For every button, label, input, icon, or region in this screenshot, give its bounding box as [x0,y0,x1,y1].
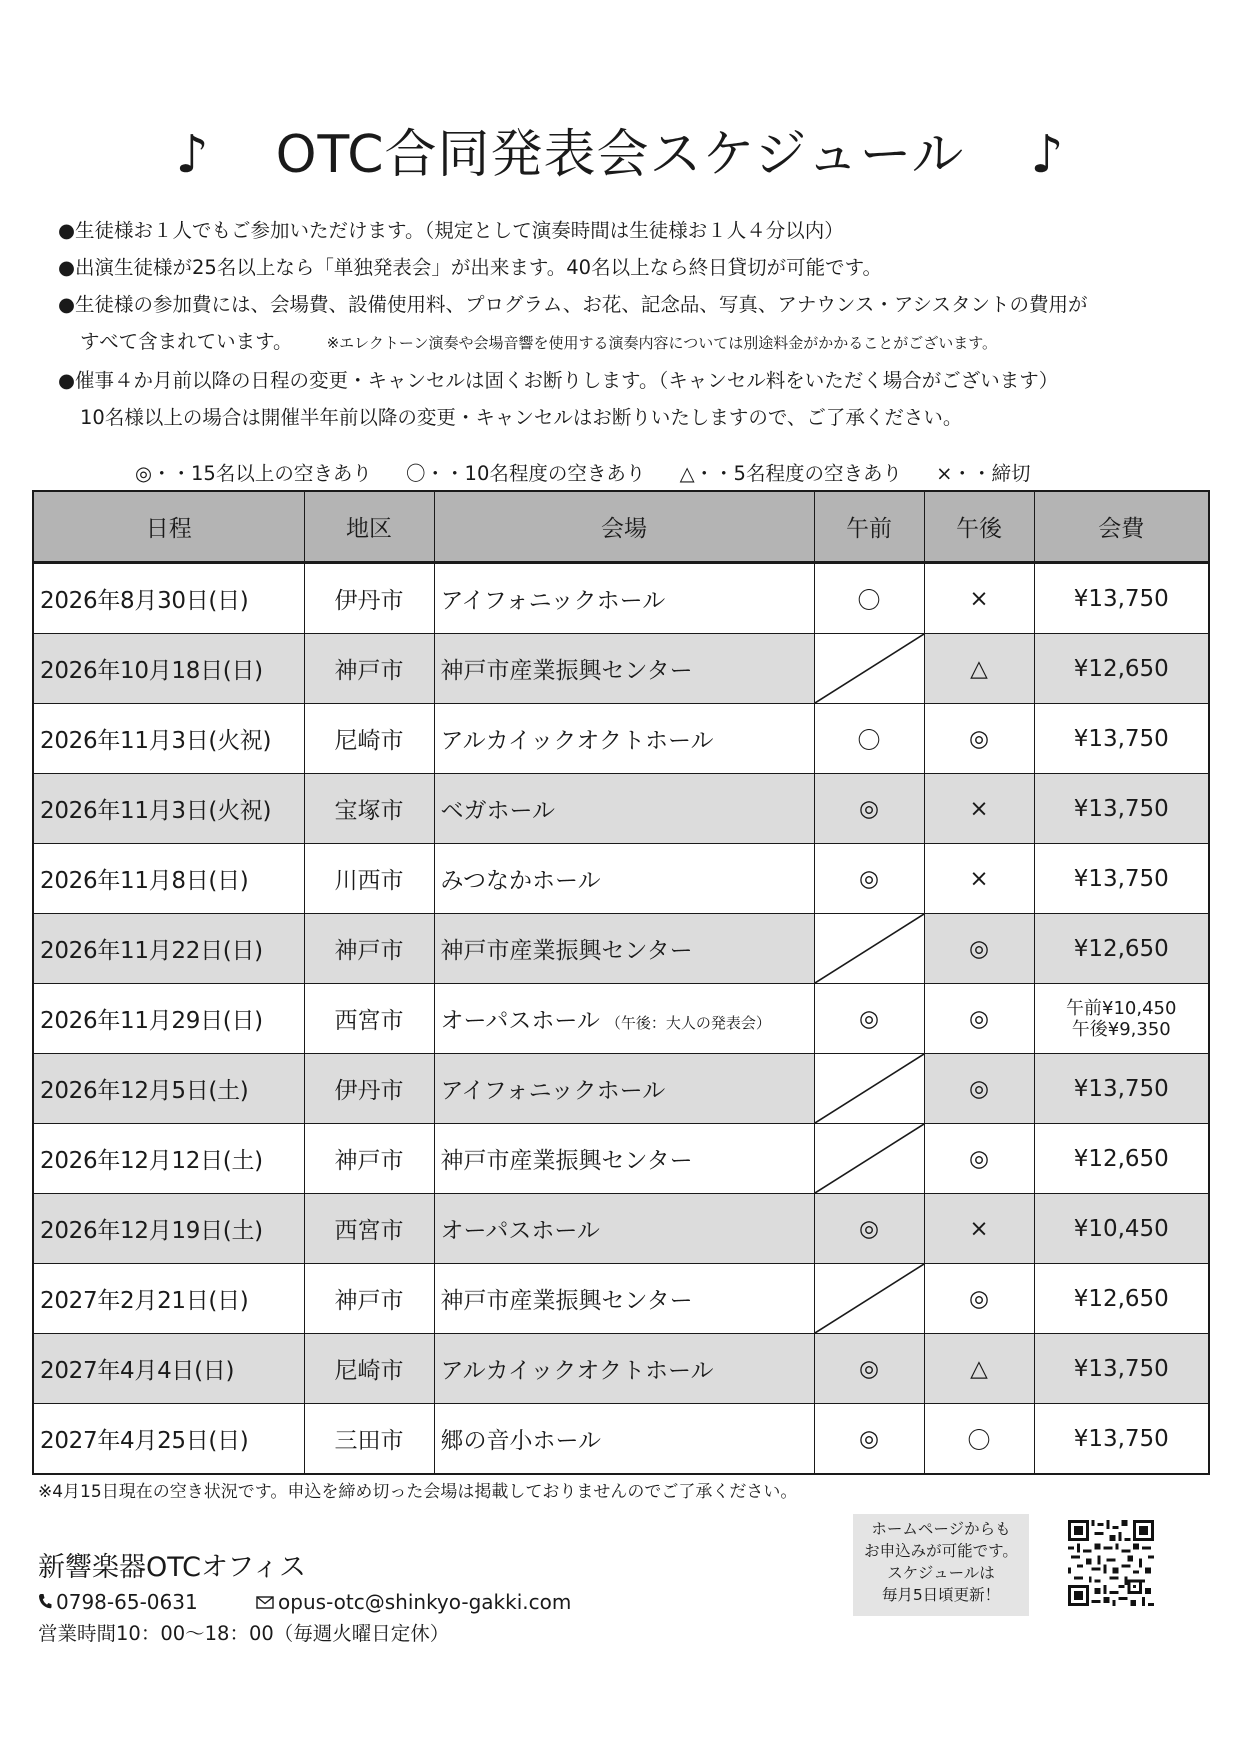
availability-footnote: ※4月15日現在の空き状況です。申込を締め切った会場は掲載しておりませんのでご了承ください。 [38,1482,798,1502]
page-title [0,112,1240,187]
cell-am: 〇 [814,563,924,634]
cell-venue: アルカイックオクトホール [434,1334,814,1404]
cell-date: 2026年12月12日(土) [33,1124,304,1194]
cell-fee: ¥12,650 [1034,634,1209,704]
cell-fee: ¥12,650 [1034,1124,1209,1194]
cell-venue: 神戸市産業振興センター [434,634,814,704]
office-name: 新響楽器OTCオフィス [38,1552,307,1583]
legend-triangle: △・・5名程度の空きあり [679,462,902,485]
cell-area: 伊丹市 [304,563,434,634]
notes-section [58,212,1208,436]
cell-venue: アイフォニックホール [434,1054,814,1124]
cell-fee [1034,984,1209,1054]
promo-line: スケジュールは [887,1564,995,1582]
cell-pm: △ [924,634,1034,704]
table-row [33,1264,1209,1334]
cell-venue: アルカイックオクトホール [434,704,814,774]
table-header-row [33,491,1209,563]
cell-area: 西宮市 [304,1194,434,1264]
cell-venue [434,984,814,1054]
fee-am: 午前¥10,450 [1066,997,1177,1019]
cell-fee: ¥13,750 [1034,1334,1209,1404]
promo-line: ホームページからも [871,1520,1011,1538]
table-row [33,704,1209,774]
cell-am: ◎ [814,844,924,914]
header-area: 地区 [304,491,434,563]
slash-line [815,1054,924,1123]
cell-venue: ベガホール [434,774,814,844]
slash-line [815,914,924,983]
legend-cross: ×・・締切 [936,462,1031,485]
note-text: すべて含まれています。 [80,330,293,353]
header-pm: 午後 [924,491,1034,563]
cell-fee: ¥13,750 [1034,563,1209,634]
cell-pm: ◎ [924,1264,1034,1334]
table-row [33,1124,1209,1194]
contact-line [38,1590,571,1614]
cell-area: 神戸市 [304,914,434,984]
cell-venue: アイフォニックホール [434,563,814,634]
cell-fee: ¥10,450 [1034,1194,1209,1264]
cell-am-unavailable [814,1124,924,1194]
cell-am: ◎ [814,1194,924,1264]
promo-line: 毎月5日頃更新！ [881,1586,1001,1604]
table-row [33,563,1209,634]
cell-area: 神戸市 [304,634,434,704]
web-signup-notice [853,1514,1029,1616]
venue-name: オーパスホール [440,1008,600,1034]
cell-area: 川西市 [304,844,434,914]
cell-am-unavailable [814,914,924,984]
table-row [33,984,1209,1054]
table-row [33,1334,1209,1404]
cell-venue: 神戸市産業振興センター [434,1264,814,1334]
cell-venue: 神戸市産業振興センター [434,1124,814,1194]
cell-pm: ◎ [924,914,1034,984]
qr-code-icon[interactable] [1068,1520,1154,1606]
email-group [256,1590,571,1614]
cell-fee: ¥13,750 [1034,1404,1209,1475]
cell-am-unavailable [814,1264,924,1334]
cell-area: 伊丹市 [304,1054,434,1124]
promo-line: お申込みが可能です。 [864,1542,1018,1560]
cell-date: 2026年11月3日(火祝) [33,704,304,774]
cell-fee: ¥12,650 [1034,914,1209,984]
cell-fee: ¥13,750 [1034,704,1209,774]
cell-area: 西宮市 [304,984,434,1054]
slash-line [815,1124,924,1193]
cell-venue: 郷の音小ホール [434,1404,814,1475]
cell-am: ◎ [814,1404,924,1475]
venue-subnote: （午後：大人の発表会） [605,1014,771,1032]
cell-pm: ◎ [924,1124,1034,1194]
table-row [33,634,1209,704]
cell-am-unavailable [814,634,924,704]
table-row [33,844,1209,914]
schedule-table [32,490,1210,1475]
cell-area: 尼崎市 [304,1334,434,1404]
note-line: 10名様以上の場合は開催半年前以降の変更・キャンセルはお断りいたしますので、ご了承ください。 [80,406,963,429]
cell-date: 2026年12月19日(土) [33,1194,304,1264]
header-date: 日程 [33,491,304,563]
phone-number[interactable]: 0798-65-0631 [56,1590,198,1614]
cell-area: 神戸市 [304,1264,434,1334]
cell-area: 宝塚市 [304,774,434,844]
cell-pm: × [924,563,1034,634]
cell-area: 神戸市 [304,1124,434,1194]
legend-double-circle: ◎・・15名以上の空きあり [135,462,372,485]
cell-fee: ¥13,750 [1034,774,1209,844]
cell-pm: △ [924,1334,1034,1404]
cell-pm: × [924,844,1034,914]
music-note-icon: ♪ [1030,125,1065,185]
cell-venue: みつなかホール [434,844,814,914]
cell-venue: 神戸市産業振興センター [434,914,814,984]
cell-fee: ¥13,750 [1034,1054,1209,1124]
availability-legend [135,458,1135,486]
cell-am: ◎ [814,774,924,844]
note-line: ●生徒様お１人でもご参加いただけます。（規定として演奏時間は生徒様お１人４分以内） [58,219,844,242]
table-row [33,914,1209,984]
note-line [58,323,1208,362]
header-venue: 会場 [434,491,814,563]
header-am: 午前 [814,491,924,563]
cell-area: 三田市 [304,1404,434,1475]
cell-date: 2026年11月22日(日) [33,914,304,984]
cell-pm: ◎ [924,984,1034,1054]
fee-pm: 午後¥9,350 [1071,1018,1171,1040]
music-note-icon: ♪ [175,125,210,185]
table-row [33,1054,1209,1124]
legend-circle: 〇・・10名程度の空きあり [406,462,646,485]
cell-date: 2027年4月4日(日) [33,1334,304,1404]
cell-date: 2026年8月30日(日) [33,563,304,634]
cell-am-unavailable [814,1054,924,1124]
phone-icon [38,1590,52,1614]
table-row [33,1404,1209,1475]
slash-line [815,1264,924,1333]
cell-pm: ◎ [924,1054,1034,1124]
cell-fee: ¥12,650 [1034,1264,1209,1334]
header-fee: 会費 [1034,491,1209,563]
cell-date: 2026年12月5日(土) [33,1054,304,1124]
cell-pm: × [924,1194,1034,1264]
cell-date: 2026年11月3日(火祝) [33,774,304,844]
business-hours: 営業時間10：00～18：00（毎週火曜日定休） [38,1622,450,1645]
cell-am: ◎ [814,984,924,1054]
cell-date: 2027年4月25日(日) [33,1404,304,1475]
cell-pm: 〇 [924,1404,1034,1475]
cell-pm: ◎ [924,704,1034,774]
table-row [33,1194,1209,1264]
cell-date: 2026年11月8日(日) [33,844,304,914]
email-address[interactable]: opus-otc@shinkyo-gakki.com [278,1590,572,1614]
cell-area: 尼崎市 [304,704,434,774]
note-line: ●出演生徒様が25名以上なら「単独発表会」が出来ます。40名以上なら終日貸切が可能です。 [58,256,883,279]
title-text: OTC合同発表会スケジュール [275,125,965,185]
table-row [33,774,1209,844]
cell-pm: × [924,774,1034,844]
mail-icon [256,1590,274,1614]
cell-venue: オーパスホール [434,1194,814,1264]
cell-am: ◎ [814,1334,924,1404]
note-small-text: ※エレクトーン演奏や会場音響を使用する演奏内容については別途料金がかかることがございます。 [326,334,998,352]
cell-date: 2026年11月29日(日) [33,984,304,1054]
cell-am: 〇 [814,704,924,774]
note-line: ●生徒様の参加費には、会場費、設備使用料、プログラム、お花、記念品、写真、アナウンス・アシスタントの費用が [58,293,1088,316]
cell-fee: ¥13,750 [1034,844,1209,914]
cell-date: 2026年10月18日(日) [33,634,304,704]
note-line: ●催事４か月前以降の日程の変更・キャンセルは固くお断りします。（キャンセル料をいただく場合がございます） [58,369,1059,392]
slash-line [815,634,924,703]
cell-date: 2027年2月21日(日) [33,1264,304,1334]
